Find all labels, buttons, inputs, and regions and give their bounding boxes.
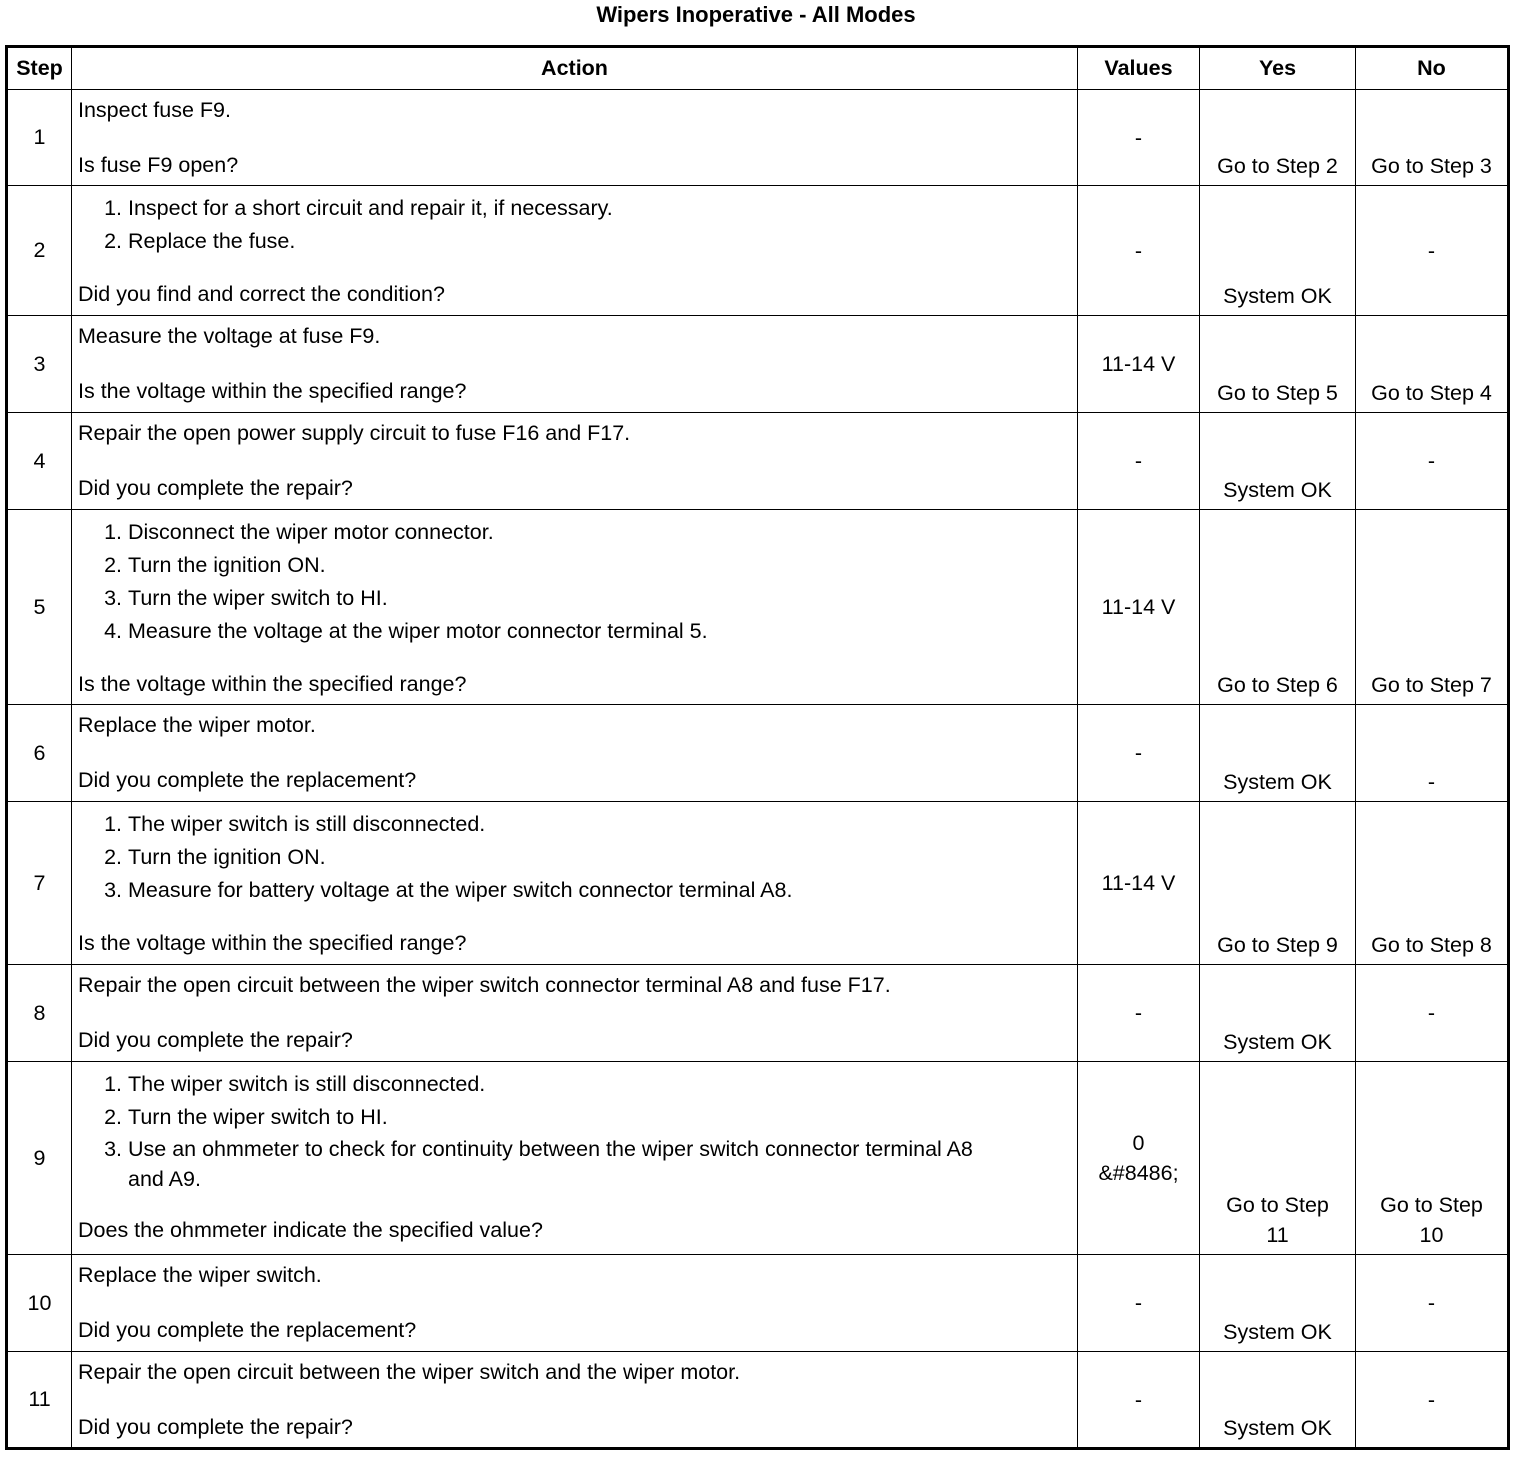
table-row	[7, 705, 1509, 802]
header-values: Values	[1078, 47, 1200, 90]
step-number: 1	[7, 90, 72, 186]
table-row	[7, 316, 1509, 413]
question-text: Is the voltage within the specified range?	[78, 672, 467, 696]
no-cell: -	[1356, 1352, 1509, 1449]
table-row	[7, 965, 1509, 1062]
no-cell: Go to Step 4	[1356, 316, 1509, 413]
values-cell: 11-14 V	[1078, 510, 1200, 705]
values-cell: -	[1078, 90, 1200, 186]
list-item: 2. Turn the ignition ON.	[128, 549, 1071, 582]
question-text: Did you complete the repair?	[78, 1415, 353, 1439]
question-text: Is fuse F9 open?	[78, 153, 239, 177]
procedure-list	[78, 516, 1071, 648]
table-row	[7, 1255, 1509, 1352]
question-text: Did you find and correct the condition?	[78, 282, 445, 306]
question-text: Did you complete the replacement?	[78, 1318, 417, 1342]
list-item: 3. Use an ohmmeter to check for continuity between the wiper switch connector terminal A8 and A9.	[128, 1134, 1071, 1194]
yes-cell: System OK	[1200, 965, 1356, 1062]
yes-cell: System OK	[1200, 705, 1356, 802]
action-text: Repair the open circuit between the wiper switch and the wiper motor.	[78, 1360, 741, 1384]
page-title: Wipers Inoperative - All Modes	[596, 2, 916, 27]
yes-cell: System OK	[1200, 1352, 1356, 1449]
yes-cell: System OK	[1200, 413, 1356, 510]
yes-cell: Go to Step 11	[1200, 1062, 1356, 1255]
no-cell: Go to Step 7	[1356, 510, 1509, 705]
step-number: 8	[7, 965, 72, 1062]
no-cell: Go to Step 3	[1356, 90, 1509, 186]
step-number: 6	[7, 705, 72, 802]
procedure-list	[78, 808, 1071, 907]
values-cell: 0 &#8486;	[1078, 1062, 1200, 1255]
question-text: Is the voltage within the specified range?	[78, 379, 467, 403]
yes-cell: Go to Step 2	[1200, 90, 1356, 186]
action-text: Measure the voltage at fuse F9.	[78, 324, 381, 348]
no-cell: Go to Step 10	[1356, 1062, 1509, 1255]
question-text: Did you complete the repair?	[78, 1028, 353, 1052]
step-number: 11	[7, 1352, 72, 1449]
table-row	[7, 510, 1509, 705]
question-text: Is the voltage within the specified range?	[78, 931, 467, 955]
table-row	[7, 1062, 1509, 1255]
no-cell: -	[1356, 186, 1509, 316]
list-item: 1. The wiper switch is still disconnected.	[128, 1068, 1071, 1101]
action-cell	[72, 510, 1078, 705]
step-number: 2	[7, 186, 72, 316]
action-cell	[72, 1352, 1078, 1449]
values-cell: -	[1078, 705, 1200, 802]
list-item: 1. Inspect for a short circuit and repair it, if necessary.	[128, 192, 1071, 225]
yes-cell: Go to Step 9	[1200, 802, 1356, 965]
values-cell: -	[1078, 186, 1200, 316]
values-cell: -	[1078, 1352, 1200, 1449]
yes-cell: System OK	[1200, 186, 1356, 316]
yes-cell: Go to Step 6	[1200, 510, 1356, 705]
no-cell: Go to Step 8	[1356, 802, 1509, 965]
list-item: 1. Disconnect the wiper motor connector.	[128, 516, 1071, 549]
action-cell	[72, 1255, 1078, 1352]
action-text: Replace the wiper motor.	[78, 713, 316, 737]
yes-cell: System OK	[1200, 1255, 1356, 1352]
list-item: 1. The wiper switch is still disconnected.	[128, 808, 1071, 841]
values-cell: -	[1078, 965, 1200, 1062]
table-row	[7, 186, 1509, 316]
header-row	[7, 47, 1509, 90]
action-cell	[72, 90, 1078, 186]
header-yes: Yes	[1200, 47, 1356, 90]
question-text: Does the ohmmeter indicate the specified value?	[78, 1218, 543, 1242]
values-cell: -	[1078, 1255, 1200, 1352]
step-number: 10	[7, 1255, 72, 1352]
procedure-list	[78, 192, 1071, 258]
no-cell: -	[1356, 1255, 1509, 1352]
action-cell	[72, 316, 1078, 413]
yes-cell: Go to Step 5	[1200, 316, 1356, 413]
no-cell: -	[1356, 705, 1509, 802]
action-cell	[72, 802, 1078, 965]
no-cell: -	[1356, 965, 1509, 1062]
list-item: 3. Turn the wiper switch to HI.	[128, 582, 1071, 615]
header-action: Action	[72, 47, 1078, 90]
table-row	[7, 1352, 1509, 1449]
action-text: Replace the wiper switch.	[78, 1263, 322, 1287]
step-number: 3	[7, 316, 72, 413]
action-text: Repair the open power supply circuit to fuse F16 and F17.	[78, 421, 631, 445]
step-number: 9	[7, 1062, 72, 1255]
step-number: 7	[7, 802, 72, 965]
question-text: Did you complete the repair?	[78, 476, 353, 500]
action-cell	[72, 186, 1078, 316]
action-text: Repair the open circuit between the wiper switch connector terminal A8 and fuse F17.	[78, 973, 891, 997]
list-item: 2. Turn the ignition ON.	[128, 841, 1071, 874]
no-cell: -	[1356, 413, 1509, 510]
list-item: 2. Turn the wiper switch to HI.	[128, 1101, 1071, 1134]
step-number: 4	[7, 413, 72, 510]
action-cell	[72, 413, 1078, 510]
list-item: 2. Replace the fuse.	[128, 225, 1071, 258]
action-text: Inspect fuse F9.	[78, 98, 231, 122]
list-item: 3. Measure for battery voltage at the wiper switch connector terminal A8.	[128, 874, 1071, 907]
table-row	[7, 802, 1509, 965]
values-cell: 11-14 V	[1078, 802, 1200, 965]
step-number: 5	[7, 510, 72, 705]
action-cell	[72, 705, 1078, 802]
header-no: No	[1356, 47, 1509, 90]
table-row	[7, 413, 1509, 510]
question-text: Did you complete the replacement?	[78, 768, 417, 792]
action-cell	[72, 1062, 1078, 1255]
action-cell	[72, 965, 1078, 1062]
diagnostic-table	[5, 45, 1510, 1450]
list-item: 4. Measure the voltage at the wiper motor connector terminal 5.	[128, 615, 1071, 648]
values-cell: -	[1078, 413, 1200, 510]
table-row	[7, 90, 1509, 186]
header-step: Step	[7, 47, 72, 90]
procedure-list	[78, 1068, 1071, 1194]
values-cell: 11-14 V	[1078, 316, 1200, 413]
